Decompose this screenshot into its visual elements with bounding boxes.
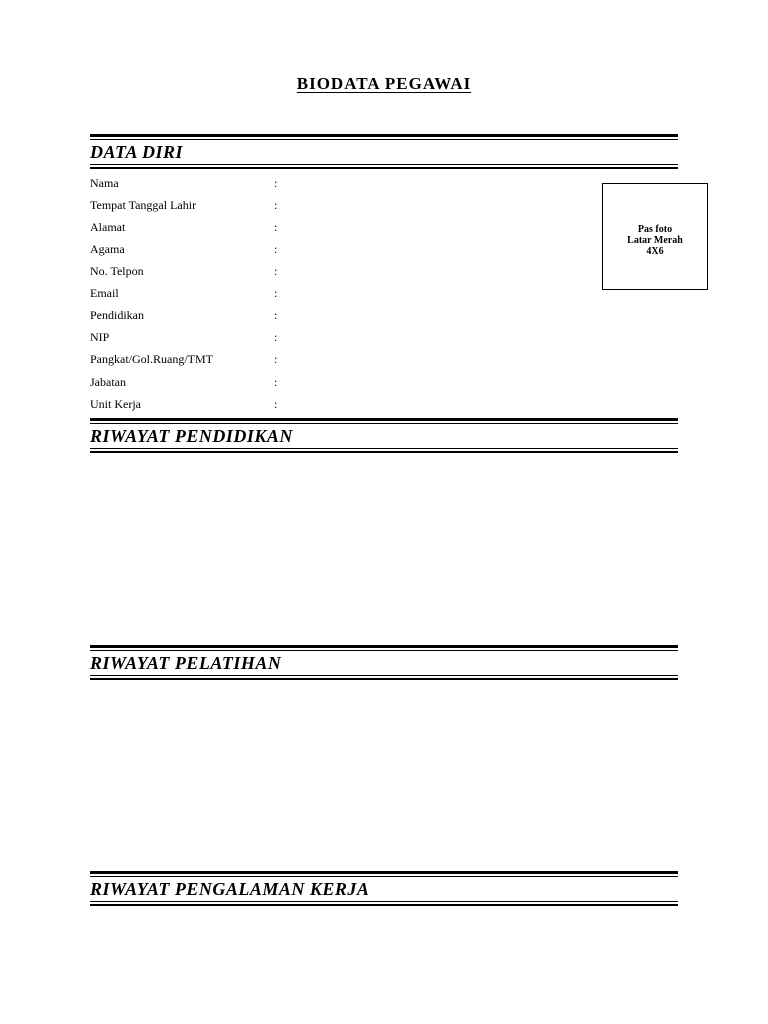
field-label: No. Telpon [90,264,144,278]
photo-caption-line: 4X6 [646,246,664,257]
section-header-riwayat-pengalaman-kerja [90,871,678,906]
field-label: Pangkat/Gol.Ruang/TMT [90,352,213,366]
field-colon: : [274,330,278,344]
section-bottom-rule [90,904,678,906]
section-title-data-diri: DATA DIRI [90,142,184,162]
field-colon: : [274,352,278,366]
section-bottom-rule [90,451,678,453]
field-colon: : [274,220,278,234]
field-colon: : [274,308,278,322]
page-title-text: BIODATA PEGAWAI [296,74,472,93]
section-header-data-diri [90,134,678,169]
section-header-riwayat-pendidikan [90,418,678,453]
field-label: Pendidikan [90,308,144,322]
field-label: Tempat Tanggal Lahir [90,198,197,212]
field-colon: : [274,242,278,256]
photo-caption [627,224,683,257]
field-label: NIP [90,330,110,344]
photo-placeholder [602,183,708,290]
section-header-riwayat-pelatihan [90,645,678,680]
section-title-riwayat-pengalaman-kerja: RIWAYAT PENGALAMAN KERJA [90,879,370,899]
field-label: Email [90,286,119,300]
field-colon: : [274,397,278,411]
page-title [0,74,768,94]
section-bottom-rule [90,167,678,169]
field-label: Unit Kerja [90,397,141,411]
photo-caption-line: Pas foto [637,224,673,235]
field-label: Alamat [90,220,126,234]
section-title-riwayat-pelatihan: RIWAYAT PELATIHAN [90,653,282,673]
section-bottom-rule [90,678,678,680]
field-label: Agama [90,242,125,256]
field-colon: : [274,375,278,389]
field-colon: : [274,198,278,212]
section-title-riwayat-pendidikan: RIWAYAT PENDIDIKAN [90,426,293,446]
field-label: Jabatan [90,375,126,389]
field-colon: : [274,264,278,278]
field-colon: : [274,176,278,190]
field-label: Nama [90,176,119,190]
photo-caption-line: Latar Merah [627,235,683,246]
field-colon: : [274,286,278,300]
